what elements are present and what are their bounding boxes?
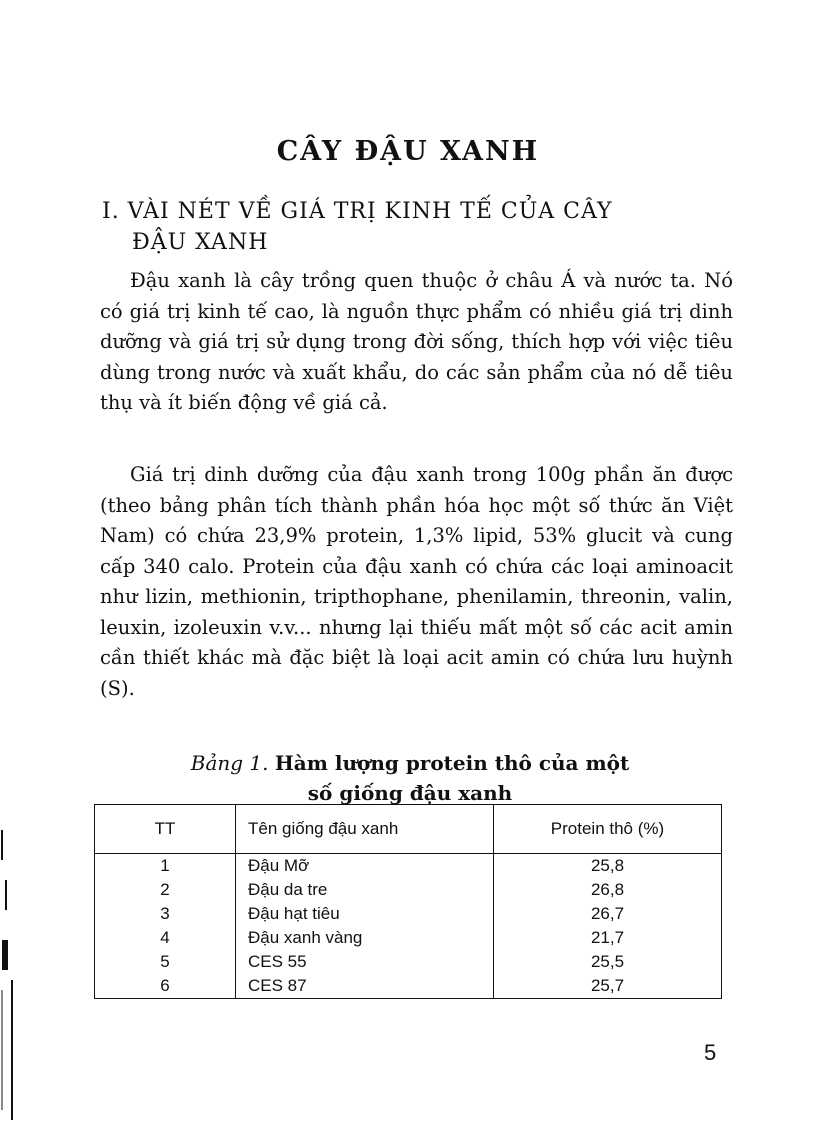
table-header-row bbox=[95, 805, 722, 854]
page-number: 5 bbox=[704, 1040, 717, 1065]
cell-protein: 21,7 bbox=[494, 926, 722, 950]
paragraph-1-text: Đậu xanh là cây trồng quen thuộc ở châu Á và nước ta. Nó có giá trị kinh tế cao, là nguồn thực phẩm có nhiều giá trị dinh dưỡng và giá trị sử dụng trong đời sống, thích hợp với việc tiêu dùng trong nước và xuất khẩu, do các sản phẩm của nó dễ tiêu thụ và ít biến động về giá cả. bbox=[100, 269, 733, 414]
table-row bbox=[95, 926, 722, 950]
cell-tt: 5 bbox=[160, 952, 170, 971]
table-row bbox=[95, 974, 722, 999]
cell-protein: 26,7 bbox=[494, 902, 722, 926]
cell-tt: 3 bbox=[160, 904, 170, 923]
paragraph-2 bbox=[100, 460, 733, 704]
cell-variety: Đậu hạt tiêu bbox=[236, 902, 494, 926]
table-row bbox=[95, 854, 722, 879]
header-tt: TT bbox=[95, 805, 236, 854]
cell-variety: CES 87 bbox=[236, 974, 494, 999]
section-heading-line2: ĐẬU XANH bbox=[132, 230, 269, 255]
cell-protein: 25,8 bbox=[494, 854, 722, 879]
cell-tt: 1 bbox=[160, 856, 170, 875]
table-row bbox=[95, 878, 722, 902]
paragraph-2-text: Giá trị dinh dưỡng của đậu xanh trong 100g phần ăn được (theo bảng phân tích thành phần hóa học một số thức ăn Việt Nam) có chứa 23,9% protein, 1,3% lipid, 53% glucit và cung cấp 340 calo. Protein của đậu xanh có chứa các loại aminoacit như lizin, methionin, tripthophane, phenilamin, threonin, valin, leuxin, izoleuxin v.v... nhưng lại thiếu mất một số các acit amin cần thiết khác mà đặc biệt là loại acit amin có chứa lưu huỳnh (S). bbox=[100, 463, 733, 700]
header-protein: Protein thô (%) bbox=[494, 805, 722, 854]
table-caption-line1: Hàm lượng protein thô của một bbox=[274, 751, 630, 775]
binding-edge-marks bbox=[0, 820, 22, 1120]
table-caption-prefix: Bảng 1. bbox=[190, 751, 269, 775]
cell-tt: 6 bbox=[160, 976, 170, 995]
cell-variety: Đậu da tre bbox=[236, 878, 494, 902]
paragraph-1 bbox=[100, 266, 733, 419]
cell-variety: CES 55 bbox=[236, 950, 494, 974]
cell-variety: Đậu xanh vàng bbox=[236, 926, 494, 950]
table-caption-line2: số giống đậu xanh bbox=[307, 781, 513, 805]
page-title: CÂY ĐẬU XANH bbox=[276, 136, 540, 167]
cell-protein: 26,8 bbox=[494, 878, 722, 902]
header-variety: Tên giống đậu xanh bbox=[236, 805, 494, 854]
cell-tt: 4 bbox=[160, 928, 170, 947]
table-row bbox=[95, 902, 722, 926]
section-heading-line1: I. VÀI NÉT VỀ GIÁ TRỊ KINH TẾ CỦA CÂY bbox=[102, 199, 613, 224]
table-row bbox=[95, 950, 722, 974]
section-heading bbox=[102, 196, 702, 258]
table-caption bbox=[150, 748, 670, 808]
cell-tt: 2 bbox=[160, 880, 170, 899]
cell-variety: Đậu Mỡ bbox=[236, 854, 494, 879]
cell-protein: 25,5 bbox=[494, 950, 722, 974]
cell-protein: 25,7 bbox=[494, 974, 722, 999]
protein-table bbox=[94, 804, 722, 999]
